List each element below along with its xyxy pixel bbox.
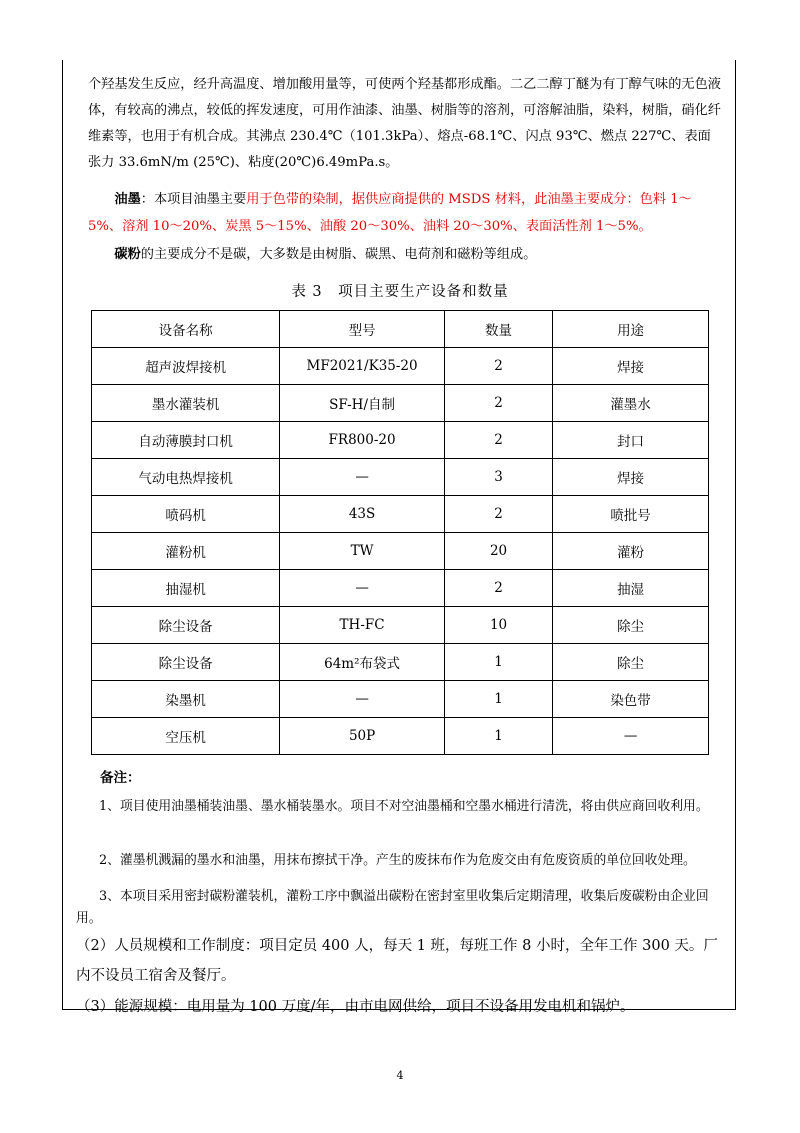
header-quantity: 数量 bbox=[444, 311, 552, 348]
table-row bbox=[92, 570, 709, 607]
table-row bbox=[92, 385, 709, 422]
cell-equipment-name: 染墨机 bbox=[92, 681, 280, 718]
table-row bbox=[92, 644, 709, 681]
table-row bbox=[92, 422, 709, 459]
cell-quantity: 2 bbox=[444, 496, 552, 533]
cell-equipment-name: 气动电热焊接机 bbox=[92, 459, 280, 496]
note-item-2: 2、灌墨机溅漏的墨水和油墨，用抹布擦拭干净。产生的废抹布作为危废交由有危废资质的单位回收处理。 bbox=[99, 853, 696, 868]
cell-quantity: 1 bbox=[444, 681, 552, 718]
ink-label: 油墨 bbox=[114, 192, 141, 207]
cell-quantity: 3 bbox=[444, 459, 552, 496]
cell-usage: 灌墨水 bbox=[553, 385, 709, 422]
cell-model: FR800-20 bbox=[280, 422, 445, 459]
cell-model: — bbox=[280, 459, 445, 496]
cell-equipment-name: 喷码机 bbox=[92, 496, 280, 533]
cell-model: — bbox=[280, 681, 445, 718]
note-item-1: 1、项目使用油墨桶装油墨、墨水桶装墨水。项目不对空油墨桶和空墨水桶进行清洗，将由供应商回收利用。 bbox=[99, 799, 709, 814]
cell-equipment-name: 墨水灌装机 bbox=[92, 385, 280, 422]
cell-usage: 染色带 bbox=[553, 681, 709, 718]
cell-quantity: 2 bbox=[444, 385, 552, 422]
paragraph-energy: （3）能源规模：电用量为 100 万度/年，由市电网供给，项目不设备用发电机和锅炉。 bbox=[76, 999, 635, 1015]
cell-usage: 焊接 bbox=[553, 459, 709, 496]
cell-usage: 除尘 bbox=[553, 607, 709, 644]
cell-equipment-name: 除尘设备 bbox=[92, 607, 280, 644]
cell-quantity: 2 bbox=[444, 570, 552, 607]
ink-detail: 用于色带的染制，据供应商提供的 MSDS 材料，此油墨主要成分：色料 1～5%、溶剂 10～20%、炭黑 5～15%、油酸 20～30%、油料 20～30%、表面活性剂 1～5%。 bbox=[88, 192, 692, 234]
toner-label: 碳粉 bbox=[114, 247, 141, 262]
cell-quantity: 1 bbox=[444, 718, 552, 755]
cell-usage: 焊接 bbox=[553, 348, 709, 385]
paragraph-toner bbox=[88, 242, 724, 268]
cell-quantity: 2 bbox=[444, 422, 552, 459]
equipment-table bbox=[91, 310, 709, 755]
cell-usage: 除尘 bbox=[553, 644, 709, 681]
table-row bbox=[92, 496, 709, 533]
page-number: 4 bbox=[396, 1069, 404, 1082]
table-header-row bbox=[92, 311, 709, 348]
table-row bbox=[92, 681, 709, 718]
paragraph-ink bbox=[88, 186, 724, 240]
table-row bbox=[92, 533, 709, 570]
cell-equipment-name: 除尘设备 bbox=[92, 644, 280, 681]
header-model: 型号 bbox=[280, 311, 445, 348]
cell-equipment-name: 灌粉机 bbox=[92, 533, 280, 570]
cell-quantity: 1 bbox=[444, 644, 552, 681]
cell-equipment-name: 抽湿机 bbox=[92, 570, 280, 607]
cell-model: TH-FC bbox=[280, 607, 445, 644]
cell-quantity: 20 bbox=[444, 533, 552, 570]
header-equipment-name: 设备名称 bbox=[92, 311, 280, 348]
cell-usage: 喷批号 bbox=[553, 496, 709, 533]
cell-model: 43S bbox=[280, 496, 445, 533]
notes-title: 备注： bbox=[100, 770, 141, 786]
paragraph-chemical-properties: 个羟基发生反应，经升高温度、增加酸用量等，可使两个羟基都形成酯。二乙二醇丁醚为有丁醇气味的无色液体，有较高的沸点，较低的挥发速度，可用作油漆、油墨、树脂等的溶剂，可溶解油脂，染料，树脂，硝化纤维素等，也用于有机合成。其沸点 230.4℃（101.3kPa）、熔点-68.1℃、闪点 93℃、燃点 227℃、表面张力 33.6mN/m (25℃)、粘度(20℃)6.49mPa.s。 bbox=[88, 77, 721, 170]
table-title: 表 3 项目主要生产设备和数量 bbox=[291, 284, 509, 300]
cell-model: SF-H/自制 bbox=[280, 385, 445, 422]
note-item-3: 3、本项目采用密封碳粉灌装机，灌粉工序中飘溢出碳粉在密封室里收集后定期清理，收集后废碳粉由企业回用。 bbox=[76, 889, 709, 926]
cell-quantity: 2 bbox=[444, 348, 552, 385]
cell-model: MF2021/K35-20 bbox=[280, 348, 445, 385]
cell-usage: 抽湿 bbox=[553, 570, 709, 607]
table-row bbox=[92, 348, 709, 385]
table-row bbox=[92, 718, 709, 755]
cell-model: — bbox=[280, 570, 445, 607]
header-usage: 用途 bbox=[553, 311, 709, 348]
cell-quantity: 10 bbox=[444, 607, 552, 644]
ink-intro: ：本项目油墨主要 bbox=[140, 192, 247, 207]
paragraph-staffing: （2）人员规模和工作制度：项目定员 400 人，每天 1 班，每班工作 8 小时，全年工作 300 天。厂内不设员工宿舍及餐厅。 bbox=[76, 938, 718, 984]
table-row bbox=[92, 607, 709, 644]
cell-model: 50P bbox=[280, 718, 445, 755]
cell-usage: 灌粉 bbox=[553, 533, 709, 570]
cell-equipment-name: 超声波焊接机 bbox=[92, 348, 280, 385]
cell-equipment-name: 空压机 bbox=[92, 718, 280, 755]
cell-usage: 封口 bbox=[553, 422, 709, 459]
toner-text: 的主要成分不是碳，大多数是由树脂、碳黑、电荷剂和磁粉等组成。 bbox=[140, 247, 537, 262]
cell-equipment-name: 自动薄膜封口机 bbox=[92, 422, 280, 459]
cell-model: 64m²布袋式 bbox=[280, 644, 445, 681]
table-row bbox=[92, 459, 709, 496]
cell-model: TW bbox=[280, 533, 445, 570]
cell-usage: — bbox=[553, 718, 709, 755]
